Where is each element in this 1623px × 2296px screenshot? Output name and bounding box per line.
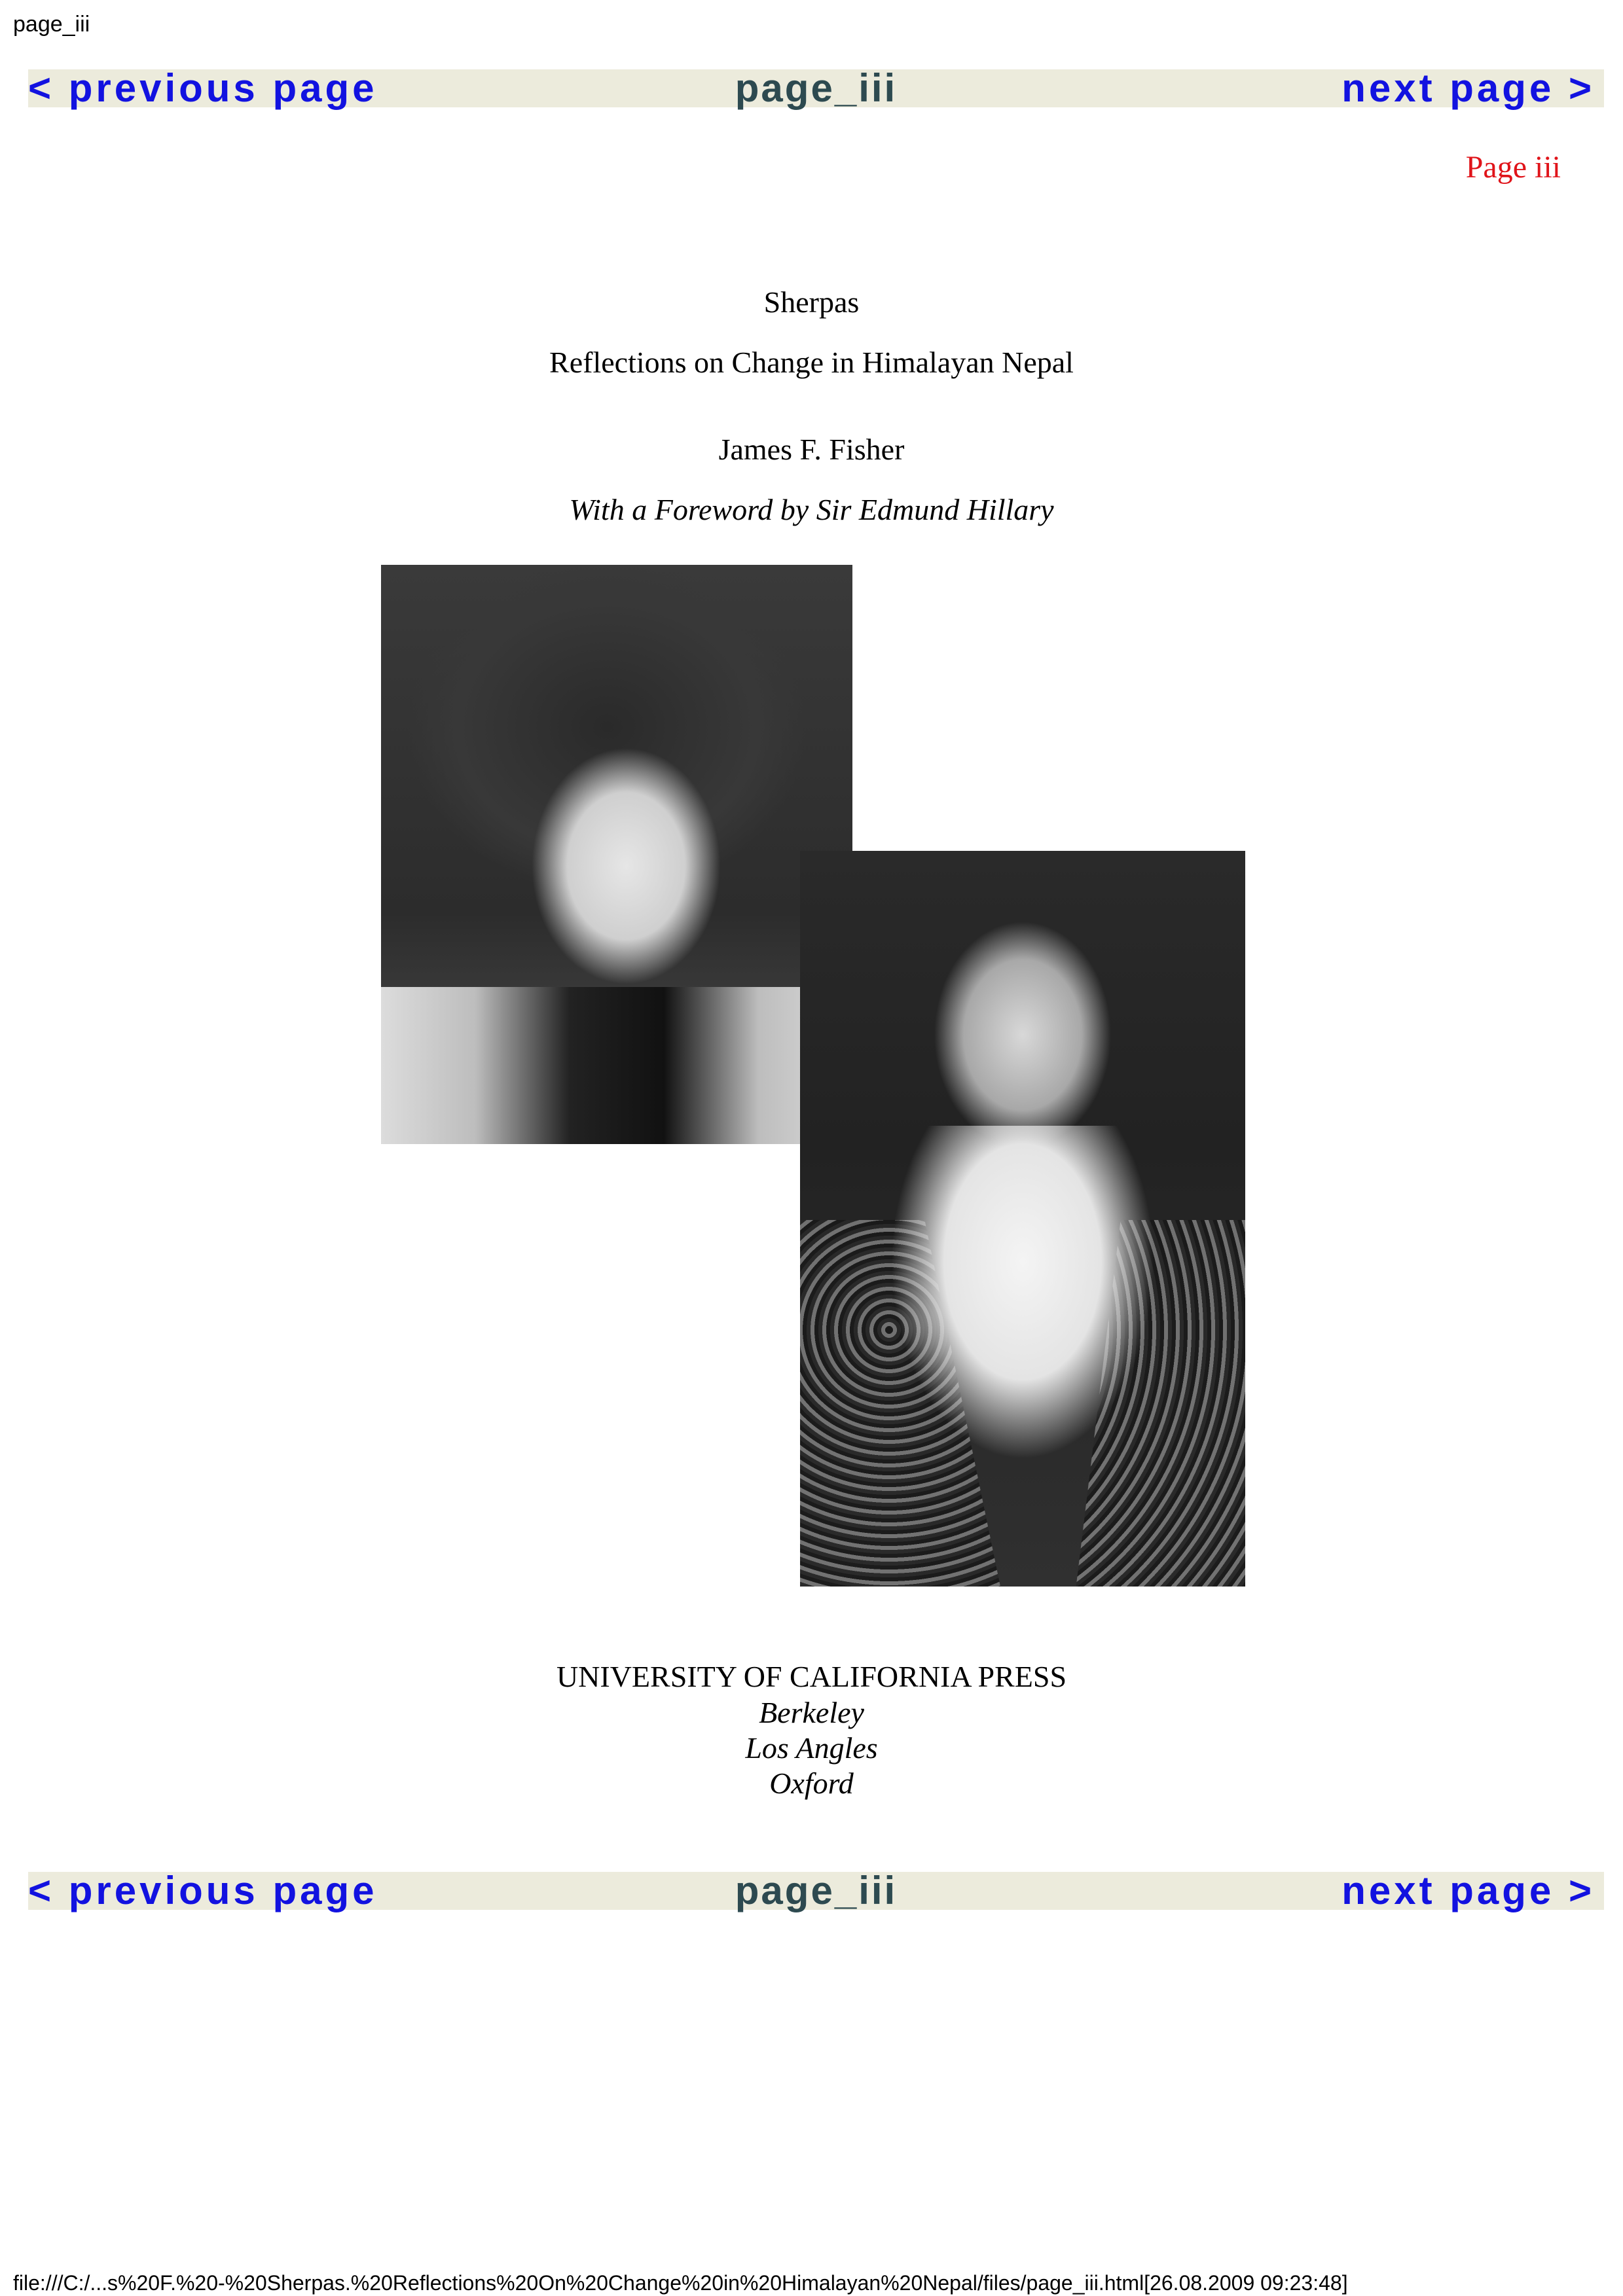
- top-navigation-bar: [28, 66, 1604, 110]
- print-footer-url: file:///C:/...s%20F.%20-%20Sherpas.%20Reflections%20On%20Change%20in%20Himalayan%20Nepal/files/page_iii.html[26.08.2009 09:23:48]: [13, 2271, 1348, 2295]
- publisher-city: Berkeley: [759, 1696, 864, 1729]
- bottom-navigation-bar: [28, 1869, 1604, 1912]
- portrait-photo-left: [381, 565, 852, 1144]
- portrait-right-collar: [892, 1126, 1154, 1466]
- next-page-link[interactable]: next page >: [1341, 66, 1595, 110]
- book-foreword: With a Foreword by Sir Edmund Hillary: [569, 493, 1054, 526]
- current-page-label: page_iii: [735, 66, 898, 110]
- print-header: page_iii: [13, 12, 90, 37]
- book-author: James F. Fisher: [718, 433, 905, 466]
- publisher-name: UNIVERSITY OF CALIFORNIA PRESS: [556, 1660, 1067, 1693]
- publisher-city: Los Angles: [745, 1731, 878, 1765]
- book-title: Sherpas: [763, 285, 860, 319]
- portrait-left-clothing: [381, 987, 852, 1144]
- previous-page-link[interactable]: < previous page: [28, 1869, 378, 1912]
- publisher-city: Oxford: [769, 1767, 854, 1800]
- page-number: Page iii: [1465, 150, 1561, 185]
- portrait-photo-right: [800, 851, 1245, 1587]
- book-subtitle: Reflections on Change in Himalayan Nepal: [549, 346, 1074, 379]
- current-page-label: page_iii: [735, 1869, 898, 1912]
- previous-page-link[interactable]: < previous page: [28, 66, 378, 110]
- next-page-link[interactable]: next page >: [1341, 1869, 1595, 1912]
